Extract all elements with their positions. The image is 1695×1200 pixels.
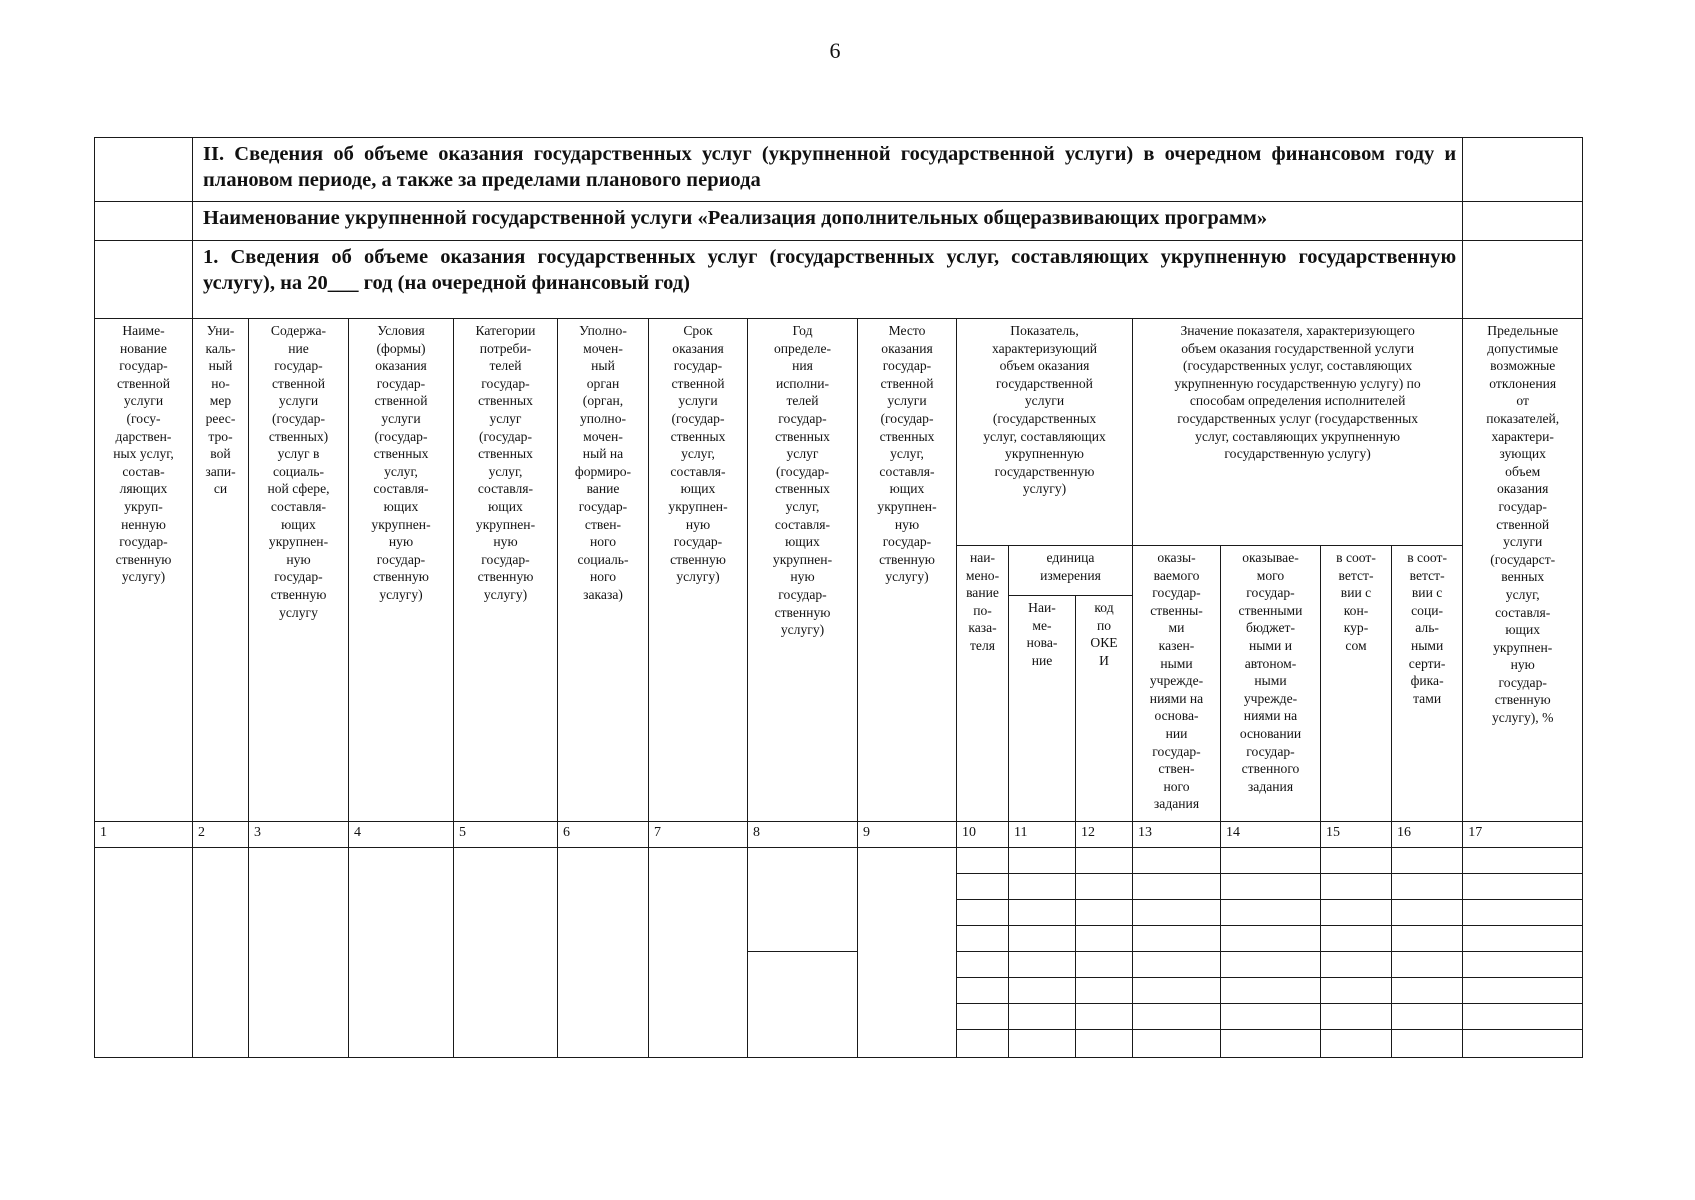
empty-cell[interactable] — [858, 848, 957, 1058]
empty-cell[interactable] — [1133, 926, 1221, 952]
empty-cell[interactable] — [957, 952, 1009, 978]
column-number: 16 — [1392, 822, 1463, 848]
empty-cell[interactable] — [1221, 926, 1321, 952]
column-number: 1 — [95, 822, 193, 848]
empty-cell[interactable] — [1463, 926, 1583, 952]
col-header-indicator-name: наи- мено- вание по- каза- теля — [957, 546, 1009, 822]
empty-cell[interactable] — [1463, 848, 1583, 874]
col-header-allowed-deviation: Предельные допустимые возможные отклонения от показателей, характери- зующих объем оказания государ- ственной услуги (государст- венных услуг, составля- ющих укрупнен- ную государ- ственную услугу), % — [1463, 319, 1583, 822]
empty-cell[interactable] — [1221, 900, 1321, 926]
empty-cell[interactable] — [1463, 874, 1583, 900]
col-header-okei-code: код по ОКЕ И — [1076, 596, 1133, 822]
empty-cell[interactable] — [957, 1030, 1009, 1058]
empty-cell[interactable] — [1076, 1004, 1133, 1030]
empty-cell[interactable] — [1321, 978, 1392, 1004]
empty-cell[interactable] — [1076, 978, 1133, 1004]
column-number: 14 — [1221, 822, 1321, 848]
col-header-service-term: Срок оказания государ- ственной услуги (государ- ственных услуг, составля- ющих укрупнен- ную государ- ственную услугу) — [649, 319, 748, 822]
empty-cell[interactable] — [1009, 978, 1076, 1004]
empty-cell[interactable] — [1463, 1030, 1583, 1058]
empty-cell[interactable] — [1009, 1030, 1076, 1058]
column-number: 17 — [1463, 822, 1583, 848]
empty-cell[interactable] — [1321, 874, 1392, 900]
empty-cell[interactable] — [1463, 952, 1583, 978]
col-header-authorized-body: Уполно- мочен- ный орган (орган, уполно- мочен- ный на формиро- вание государ- ствен- ного социаль- ного заказа) — [558, 319, 649, 822]
empty-cell[interactable] — [1133, 1004, 1221, 1030]
left-margin-cell — [95, 202, 193, 241]
empty-cell[interactable] — [1392, 848, 1463, 874]
empty-cell[interactable] — [349, 848, 454, 1058]
empty-cell[interactable] — [1392, 874, 1463, 900]
column-number: 10 — [957, 822, 1009, 848]
left-margin-cell — [95, 138, 193, 202]
empty-cell[interactable] — [1133, 848, 1221, 874]
col-header-unit-group: единица измерения — [1009, 546, 1133, 596]
empty-cell[interactable] — [1009, 1004, 1076, 1030]
empty-cell[interactable] — [249, 848, 349, 1058]
column-number: 5 — [454, 822, 558, 848]
col-header-registry-number: Уни- каль- ный но- мер реес- тро- вой запи- си — [193, 319, 249, 822]
empty-cell[interactable] — [1009, 900, 1076, 926]
column-number: 12 — [1076, 822, 1133, 848]
empty-cell[interactable] — [193, 848, 249, 1058]
col-header-state-institutions: оказы- ваемого государ- ственны- ми казен- ными учрежде- ниями на основа- нии государ- ствен- ного задания — [1133, 546, 1221, 822]
right-margin-cell — [1463, 241, 1583, 319]
subsection-title: 1. Сведения об объеме оказания государственных услуг (государственных услуг, составляющих укрупненную государственную услугу), на 20___ год (на очередной финансовый год) — [193, 241, 1463, 319]
col-header-service-content: Содержа- ние государ- ственной услуги (государ- ственных) услуг в социаль- ной сфере, составля- ющих укрупнен- ную государ- ственную услугу — [249, 319, 349, 822]
empty-cell[interactable] — [1392, 952, 1463, 978]
empty-cell[interactable] — [1321, 952, 1392, 978]
empty-cell[interactable] — [1133, 900, 1221, 926]
col-header-service-name: Наиме- нование государ- ственной услуги (госу- дарствен- ных услуг, состав- ляющих укруп- ненную государ- ственную услугу) — [95, 319, 193, 822]
empty-cell[interactable] — [957, 900, 1009, 926]
empty-cell[interactable] — [1321, 1030, 1392, 1058]
page-number: 6 — [829, 38, 841, 63]
empty-cell[interactable] — [1076, 952, 1133, 978]
empty-cell[interactable] — [558, 848, 649, 1058]
empty-cell[interactable] — [957, 874, 1009, 900]
empty-cell[interactable] — [1133, 952, 1221, 978]
empty-cell[interactable] — [649, 848, 748, 1058]
empty-cell[interactable] — [1392, 1004, 1463, 1030]
empty-cell[interactable] — [454, 848, 558, 1058]
empty-cell[interactable] — [1221, 848, 1321, 874]
col-header-consumer-categories: Категории потреби- телей государ- ственных услуг (государ- ственных услуг, составля- ющих укрупнен- ную государ- ственную услугу) — [454, 319, 558, 822]
column-number: 4 — [349, 822, 454, 848]
empty-cell[interactable] — [1463, 1004, 1583, 1030]
col-header-service-place: Место оказания государ- ственной услуги (государ- ственных услуг, составля- ющих укрупнен- ную государ- ственную услугу) — [858, 319, 957, 822]
col-header-budget-institutions: оказывае- мого государ- ственными бюджет- ными и автоном- ными учрежде- ниями на основании государ- ственного задания — [1221, 546, 1321, 822]
empty-cell[interactable] — [957, 926, 1009, 952]
column-number: 6 — [558, 822, 649, 848]
empty-cell[interactable] — [1009, 848, 1076, 874]
empty-cell[interactable] — [748, 848, 858, 952]
empty-cell[interactable] — [1392, 926, 1463, 952]
column-number: 15 — [1321, 822, 1392, 848]
empty-cell[interactable] — [1321, 900, 1392, 926]
col-header-service-conditions: Условия (формы) оказания государ- ственной услуги (государ- ственных услуг, составля- ющих укрупнен- ную государ- ственную услугу) — [349, 319, 454, 822]
empty-cell[interactable] — [1392, 978, 1463, 1004]
empty-cell[interactable] — [1076, 874, 1133, 900]
empty-cell[interactable] — [1463, 978, 1583, 1004]
empty-cell[interactable] — [1321, 1004, 1392, 1030]
empty-cell[interactable] — [957, 978, 1009, 1004]
empty-cell[interactable] — [95, 848, 193, 1058]
empty-cell[interactable] — [1221, 1030, 1321, 1058]
col-header-unit-name: Наи- ме- нова- ние — [1009, 596, 1076, 822]
column-number: 11 — [1009, 822, 1076, 848]
empty-cell[interactable] — [1009, 926, 1076, 952]
column-number: 8 — [748, 822, 858, 848]
table-row — [95, 848, 1583, 874]
empty-cell[interactable] — [1221, 874, 1321, 900]
column-number: 2 — [193, 822, 249, 848]
empty-cell[interactable] — [957, 1004, 1009, 1030]
col-header-by-certificates: в соот- ветст- вии с соци- аль- ными серти- фика- тами — [1392, 546, 1463, 822]
empty-cell[interactable] — [1076, 848, 1133, 874]
empty-cell[interactable] — [1463, 900, 1583, 926]
empty-cell[interactable] — [748, 952, 858, 1058]
col-header-executor-year: Год определе- ния исполни- телей государ- ственных услуг (государ- ственных услуг, составля- ющих укрупнен- ную государ- ственную услугу) — [748, 319, 858, 822]
empty-cell[interactable] — [1133, 874, 1221, 900]
right-margin-cell — [1463, 202, 1583, 241]
empty-cell[interactable] — [1221, 1004, 1321, 1030]
empty-cell[interactable] — [1221, 978, 1321, 1004]
col-header-indicator-value-group: Значение показателя, характеризующего объем оказания государственной услуги (государственных услуг, составляющих укрупненную государственную услугу) по способам определения исполнителей государственных услуг (государственных услуг, составляющих укрупненную государственную услугу) — [1133, 319, 1463, 546]
empty-cell[interactable] — [1221, 952, 1321, 978]
column-number: 7 — [649, 822, 748, 848]
empty-cell[interactable] — [1321, 926, 1392, 952]
column-number: 9 — [858, 822, 957, 848]
empty-cell[interactable] — [1133, 978, 1221, 1004]
empty-cell[interactable] — [1009, 874, 1076, 900]
column-number: 13 — [1133, 822, 1221, 848]
section-title: II. Сведения об объеме оказания государственных услуг (укрупненной государственной услуги) в очередном финансовом году и плановом периоде, а также за пределами планового периода — [193, 138, 1463, 202]
empty-cell[interactable] — [1009, 952, 1076, 978]
empty-cell[interactable] — [1076, 900, 1133, 926]
col-header-indicator-group: Показатель, характеризующий объем оказания государственной услуги (государственных услуг, составляющих укрупненную государственную услугу) — [957, 319, 1133, 546]
empty-cell[interactable] — [1392, 900, 1463, 926]
col-header-by-competition: в соот- ветст- вии с кон- кур- сом — [1321, 546, 1392, 822]
service-volume-table — [94, 137, 1583, 1058]
column-number-row — [95, 822, 1583, 848]
empty-cell[interactable] — [1321, 848, 1392, 874]
empty-cell[interactable] — [1076, 1030, 1133, 1058]
right-margin-cell — [1463, 138, 1583, 202]
left-margin-cell — [95, 241, 193, 319]
column-number: 3 — [249, 822, 349, 848]
empty-cell[interactable] — [1133, 1030, 1221, 1058]
empty-cell[interactable] — [1392, 1030, 1463, 1058]
service-name: Наименование укрупненной государственной услуги «Реализация дополнительных общеразвивающих программ» — [193, 202, 1463, 241]
empty-cell[interactable] — [1076, 926, 1133, 952]
empty-cell[interactable] — [957, 848, 1009, 874]
